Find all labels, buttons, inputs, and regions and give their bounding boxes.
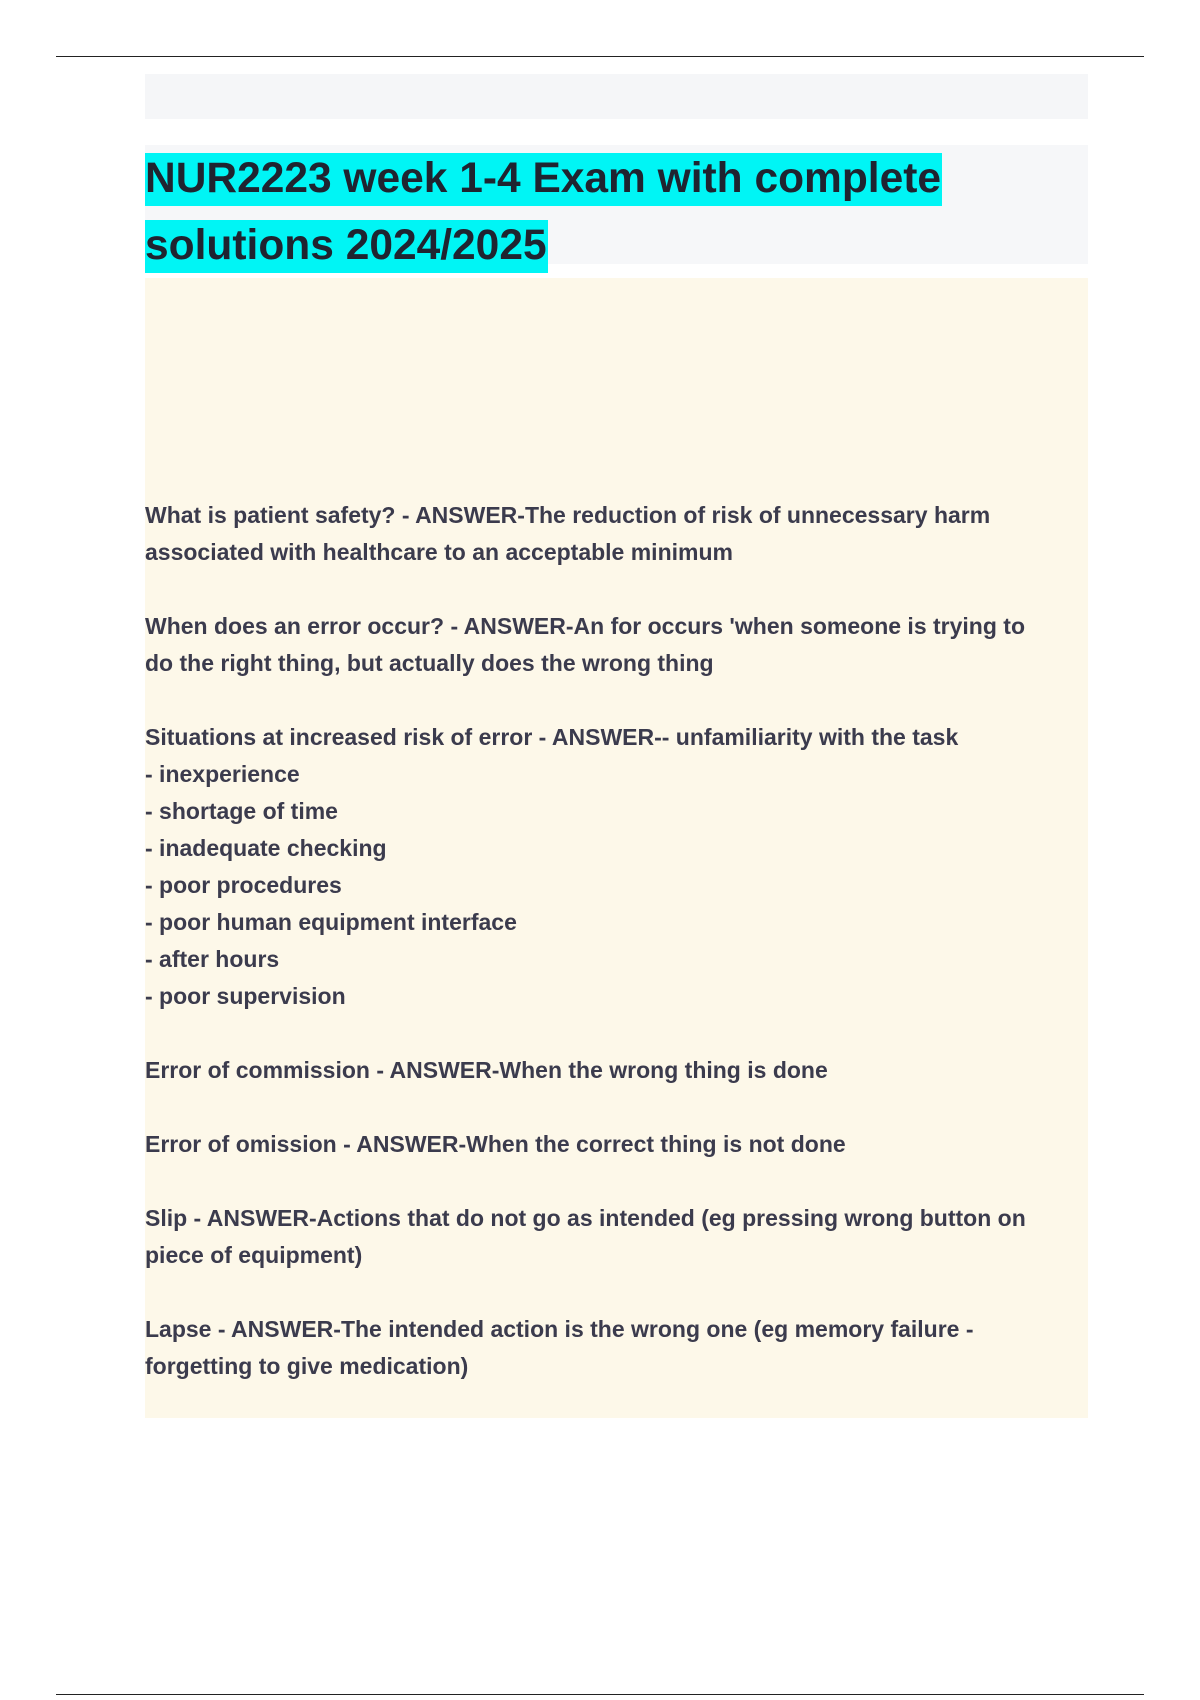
qa-entry xyxy=(145,1200,1088,1274)
qa-line: - poor human equipment interface xyxy=(145,909,517,935)
qa-line: When does an error occur? - ANSWER-An for occurs 'when someone is trying to xyxy=(145,613,1025,639)
qa-line: Error of omission - ANSWER-When the correct thing is not done xyxy=(145,1131,846,1157)
document-title xyxy=(145,145,1088,279)
qa-list xyxy=(145,497,1088,1422)
qa-entry xyxy=(145,497,1088,571)
qa-entry xyxy=(145,719,1088,1015)
qa-line: Slip - ANSWER-Actions that do not go as intended (eg pressing wrong button on xyxy=(145,1205,1026,1231)
qa-line: What is patient safety? - ANSWER-The reduction of risk of unnecessary harm xyxy=(145,502,991,528)
qa-line: - after hours xyxy=(145,946,280,972)
qa-line: Situations at increased risk of error - ANSWER-- unfamiliarity with the task xyxy=(145,724,959,750)
header-strip xyxy=(145,74,1088,119)
qa-line: Error of commission - ANSWER-When the wrong thing is done xyxy=(145,1057,828,1083)
qa-line: associated with healthcare to an acceptable minimum xyxy=(145,539,733,565)
qa-line: do the right thing, but actually does the wrong thing xyxy=(145,650,714,676)
content-block xyxy=(145,278,1088,1418)
qa-line: - inexperience xyxy=(145,761,300,787)
qa-entry xyxy=(145,1126,1088,1163)
qa-entry xyxy=(145,1052,1088,1089)
qa-line: - inadequate checking xyxy=(145,835,387,861)
title-line-1: NUR2223 week 1-4 Exam with complete xyxy=(145,153,942,206)
qa-line: piece of equipment) xyxy=(145,1242,363,1268)
qa-entry xyxy=(145,608,1088,682)
bottom-rule xyxy=(56,1694,1144,1695)
title-line-2: solutions 2024/2025 xyxy=(145,220,548,273)
qa-line: - shortage of time xyxy=(145,798,338,824)
qa-entry xyxy=(145,1311,1088,1385)
qa-line: - poor procedures xyxy=(145,872,342,898)
qa-line: Lapse - ANSWER-The intended action is the wrong one (eg memory failure - xyxy=(145,1316,974,1342)
top-rule xyxy=(56,56,1144,57)
title-block xyxy=(145,145,1088,269)
qa-line: - poor supervision xyxy=(145,983,346,1009)
qa-line: forgetting to give medication) xyxy=(145,1353,469,1379)
